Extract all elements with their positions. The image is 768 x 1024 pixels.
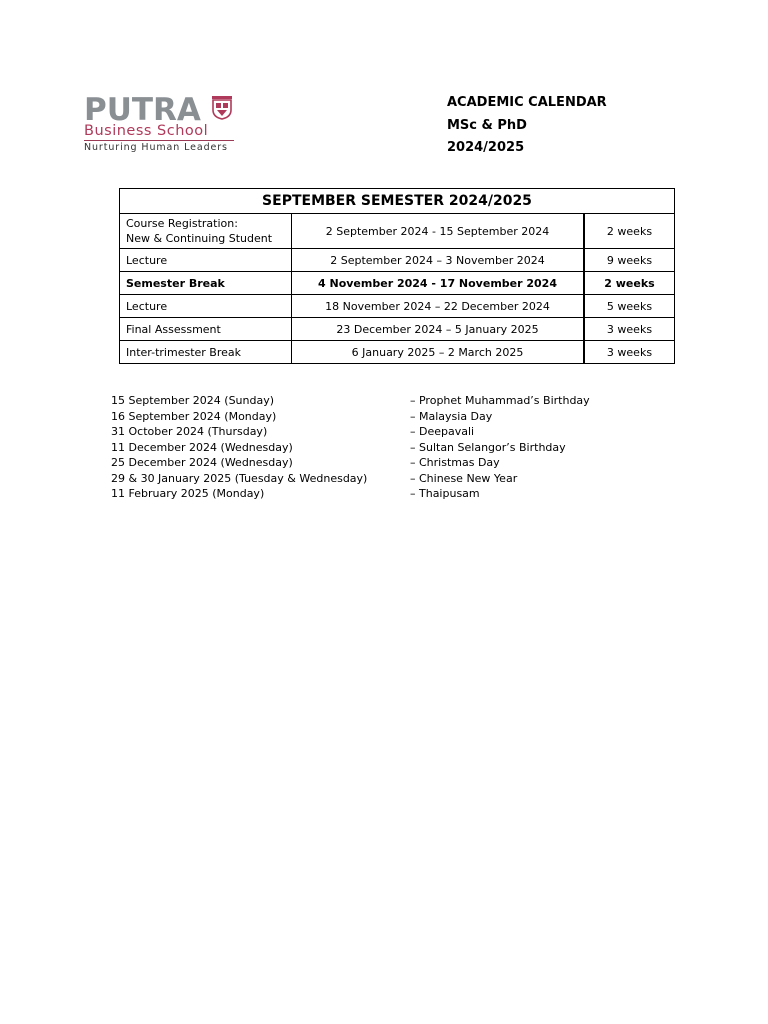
dates-cell: 6 January 2025 – 2 March 2025 xyxy=(292,341,585,364)
semester-calendar-table xyxy=(119,188,675,364)
dates-cell: 23 December 2024 – 5 January 2025 xyxy=(292,318,585,341)
table-title: SEPTEMBER SEMESTER 2024/2025 xyxy=(120,189,675,214)
duration-cell: 3 weeks xyxy=(584,318,675,341)
duration-cell: 2 weeks xyxy=(584,272,675,295)
logo-wordmark: PUTRA xyxy=(84,92,201,128)
duration-cell: 9 weeks xyxy=(584,249,675,272)
holiday-name: – Christmas Day xyxy=(410,456,500,469)
holiday-date: 29 & 30 January 2025 (Tuesday & Wednesday) xyxy=(111,471,368,485)
activity-cell: Lecture xyxy=(120,295,292,318)
document-heading xyxy=(447,92,607,160)
holiday-name: – Malaysia Day xyxy=(410,409,493,423)
holiday-date: 16 September 2024 (Monday) xyxy=(111,409,277,423)
holiday-name: – Prophet Muhammad’s Birthday xyxy=(410,394,590,407)
heading-line-1: ACADEMIC CALENDAR xyxy=(447,95,607,110)
holiday-name: – Chinese New Year xyxy=(410,471,518,485)
holiday-name: – Thaipusam xyxy=(410,487,480,500)
table-row xyxy=(120,341,675,364)
putra-business-school-logo xyxy=(84,94,244,154)
activity-cell: Semester Break xyxy=(120,272,292,295)
dates-cell: 4 November 2024 - 17 November 2024 xyxy=(292,272,585,295)
table-row xyxy=(120,214,675,249)
table-row xyxy=(120,295,675,318)
dates-cell: 2 September 2024 - 15 September 2024 xyxy=(292,214,585,249)
logo-tagline: Nurturing Human Leaders xyxy=(84,142,228,153)
duration-cell: 3 weeks xyxy=(584,341,675,364)
logo-divider xyxy=(84,140,234,141)
holiday-name: – Sultan Selangor’s Birthday xyxy=(410,440,566,454)
heading-line-3: 2024/2025 xyxy=(447,140,525,155)
activity-cell: Inter-trimester Break xyxy=(120,341,292,364)
dates-cell: 18 November 2024 – 22 December 2024 xyxy=(292,295,585,318)
activity-cell: Lecture xyxy=(120,249,292,272)
activity-cell xyxy=(120,214,292,249)
activity-label-line2: New & Continuing Student xyxy=(126,232,273,245)
duration-cell: 2 weeks xyxy=(584,214,675,249)
holiday-name: – Deepavali xyxy=(410,425,475,438)
table-row xyxy=(120,318,675,341)
dates-cell: 2 September 2024 – 3 November 2024 xyxy=(292,249,585,272)
table-row xyxy=(120,272,675,295)
heading-line-2: MSc & PhD xyxy=(447,117,527,133)
holiday-date: 31 October 2024 (Thursday) xyxy=(111,425,268,438)
holiday-date: 15 September 2024 (Sunday) xyxy=(111,394,275,407)
crest-icon xyxy=(211,96,233,120)
holiday-date: 11 February 2025 (Monday) xyxy=(111,487,265,500)
logo-subtitle: Business School xyxy=(84,123,209,139)
activity-cell: Final Assessment xyxy=(120,318,292,341)
activity-label: Course Registration: xyxy=(126,217,238,230)
holiday-date: 11 December 2024 (Wednesday) xyxy=(111,440,293,454)
table-row xyxy=(120,249,675,272)
duration-cell: 5 weeks xyxy=(584,295,675,318)
holiday-date: 25 December 2024 (Wednesday) xyxy=(111,456,293,469)
